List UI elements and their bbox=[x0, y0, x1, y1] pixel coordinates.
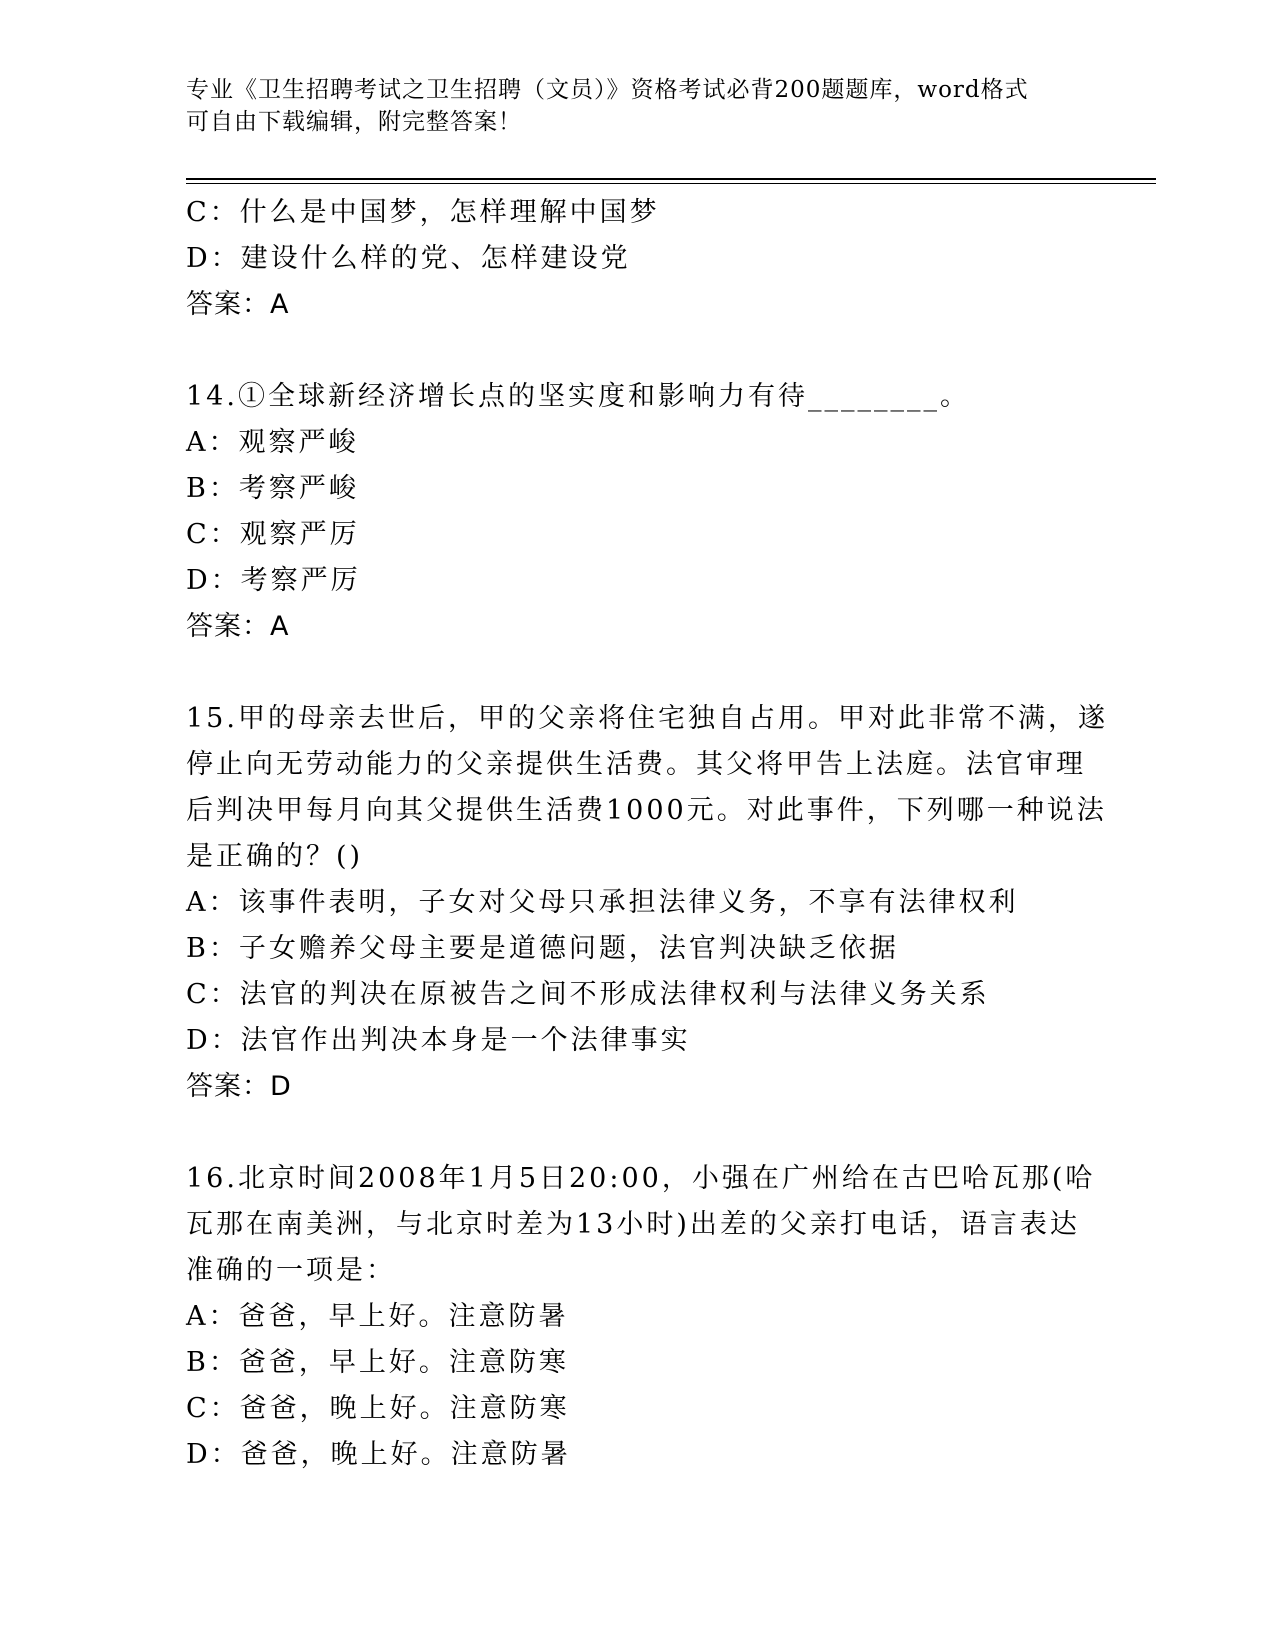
option-d: D：考察严厉 bbox=[186, 565, 361, 596]
header-line-1: 专业《卫生招聘考试之卫生招聘（文员）》资格考试必背200题题库，word格式 bbox=[186, 77, 1029, 103]
option-a: A：观察严峻 bbox=[186, 427, 359, 458]
question-stem-line-4: 是正确的？() bbox=[186, 841, 364, 872]
option-b: B：子女赡养父母主要是道德问题，法官判决缺乏依据 bbox=[186, 933, 899, 964]
answer-line: 答案：D bbox=[186, 1071, 292, 1102]
header-line-2: 可自由下载编辑，附完整答案！ bbox=[186, 109, 522, 135]
option-d: D：法官作出判决本身是一个法律事实 bbox=[186, 1025, 691, 1056]
option-d: D：建设什么样的党、怎样建设党 bbox=[186, 243, 631, 274]
question-16 bbox=[186, 1156, 1096, 1478]
option-b: B：爸爸，早上好。注意防寒 bbox=[186, 1347, 569, 1378]
spacer bbox=[186, 1110, 1086, 1156]
option-d: D：爸爸，晚上好。注意防暑 bbox=[186, 1439, 571, 1470]
answer-line: 答案：A bbox=[186, 611, 290, 642]
option-c: C：什么是中国梦，怎样理解中国梦 bbox=[186, 197, 660, 228]
option-a: A：爸爸，早上好。注意防暑 bbox=[186, 1301, 569, 1332]
option-c: C：观察严厉 bbox=[186, 519, 360, 550]
option-a: A：该事件表明，子女对父母只承担法律义务，不享有法律权利 bbox=[186, 887, 1019, 918]
header-divider-thick bbox=[186, 178, 1156, 180]
question-stem: 14.①全球新经济增长点的坚实度和影响力有待________。 bbox=[186, 381, 970, 412]
question-stem-line-3: 准确的一项是： bbox=[186, 1255, 396, 1286]
option-c: C：法官的判决在原被告之间不形成法律权利与法律义务关系 bbox=[186, 979, 990, 1010]
option-b: B：考察严峻 bbox=[186, 473, 359, 504]
header-divider-thin bbox=[186, 183, 1156, 184]
question-13-tail bbox=[186, 190, 1086, 328]
question-stem-line-2: 瓦那在南美洲，与北京时差为13小时)出差的父亲打电话，语言表达 bbox=[186, 1209, 1080, 1240]
question-15 bbox=[186, 696, 1108, 1110]
answer-line: 答案：A bbox=[186, 289, 290, 320]
spacer bbox=[186, 650, 1086, 696]
question-stem-line-1: 16.北京时间2008年1月5日20:00，小强在广州给在古巴哈瓦那(哈 bbox=[186, 1163, 1096, 1194]
document-header bbox=[186, 74, 1086, 138]
option-c: C：爸爸，晚上好。注意防寒 bbox=[186, 1393, 570, 1424]
question-stem-line-3: 后判决甲每月向其父提供生活费1000元。对此事件，下列哪一种说法 bbox=[186, 795, 1107, 826]
question-stem-line-1: 15.甲的母亲去世后，甲的父亲将住宅独自占用。甲对此非常不满，遂 bbox=[186, 703, 1108, 734]
question-stem-line-2: 停止向无劳动能力的父亲提供生活费。其父将甲告上法庭。法官审理 bbox=[186, 749, 1086, 780]
question-14 bbox=[186, 374, 1086, 650]
question-list bbox=[186, 190, 1108, 1478]
spacer bbox=[186, 328, 1086, 374]
